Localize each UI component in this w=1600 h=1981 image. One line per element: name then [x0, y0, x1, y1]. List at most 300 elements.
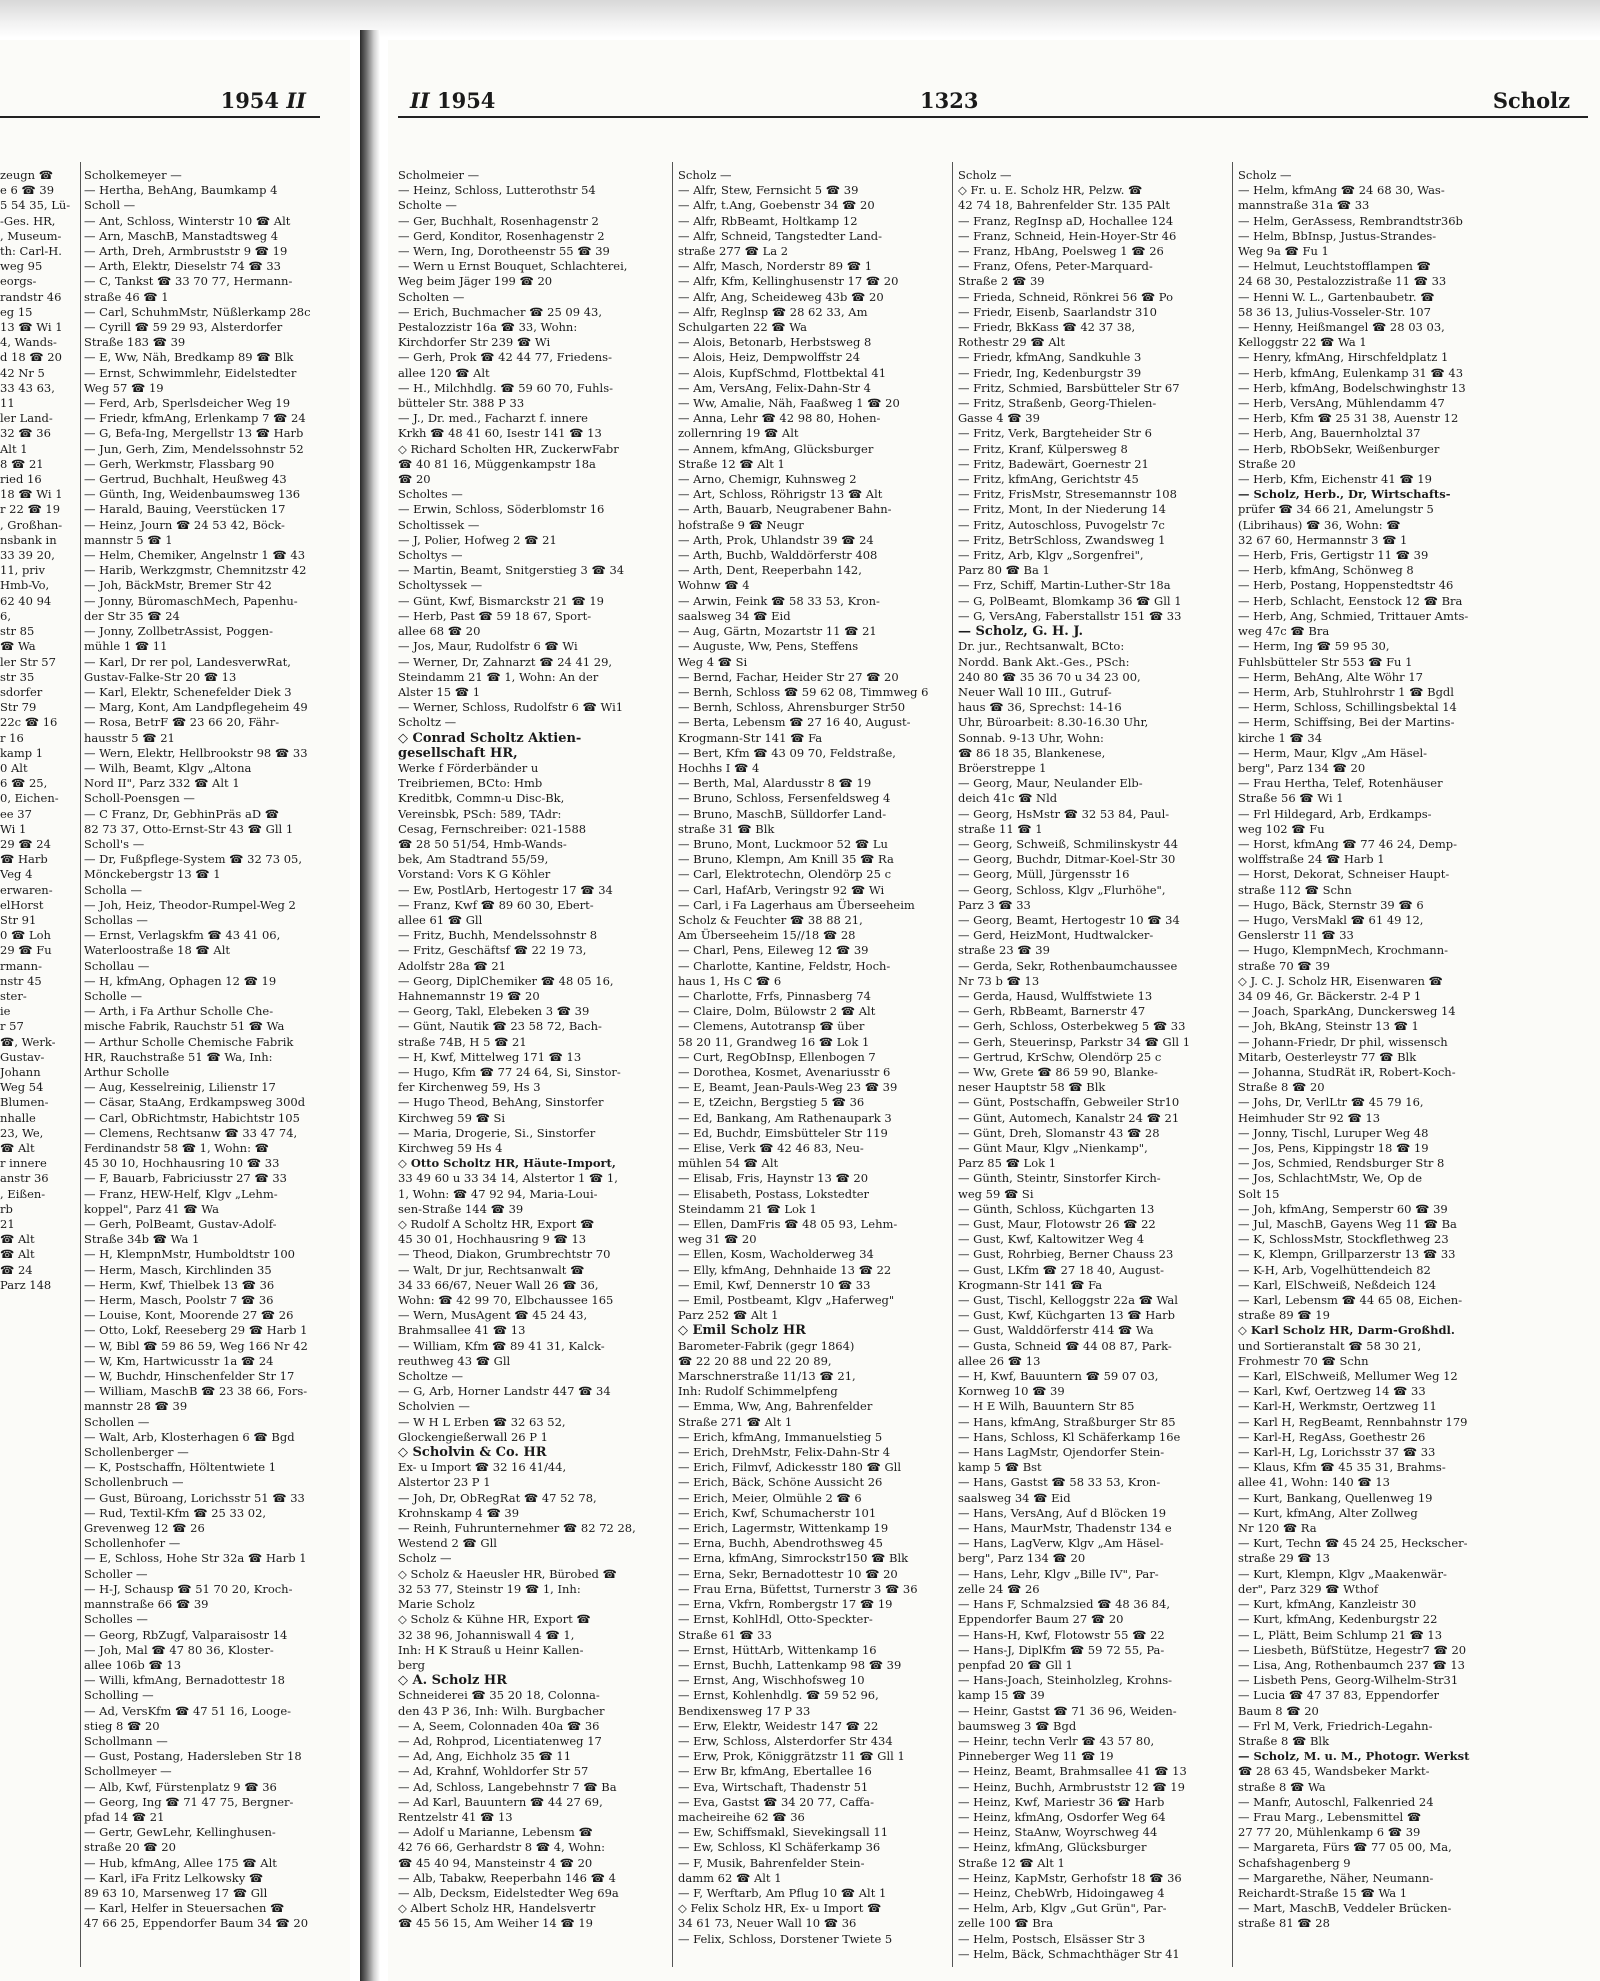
directory-line: Nr 73 b ☎ 13: [958, 973, 1040, 988]
directory-line: — Hans, kfmAng, Straßburger Str 85: [958, 1414, 1176, 1429]
directory-line: — Hugo, VersMakl ☎ 61 49 12,: [1238, 912, 1424, 927]
directory-line: ◇ Felix Scholz HR, Ex- u Import ☎: [678, 1901, 882, 1916]
directory-line: — Friedr, kfmAng, Erlenkamp 7 ☎ 24: [84, 411, 306, 426]
right-page: [388, 40, 1600, 1981]
surname-heading: Scholle —: [84, 988, 142, 1003]
directory-line: — Friedr, BkKass ☎ 42 37 38,: [958, 320, 1136, 335]
directory-line: Wohnw ☎ 4: [678, 578, 750, 593]
directory-line: allee 61 ☎ Gll: [398, 912, 483, 927]
directory-line: — Elise, Verk ☎ 42 46 83, Neu-: [678, 1141, 864, 1155]
directory-line: — Johanna, StudRät iR, Robert-Koch-: [1238, 1064, 1456, 1079]
directory-line: elHorst: [0, 897, 44, 912]
directory-line: — Ant, Schloss, Winterstr 10 ☎ Alt: [84, 213, 291, 228]
directory-line: — Helm, Bäck, Schmachthäger Str 41: [958, 1946, 1180, 1961]
directory-line: — Franz, HbAng, Poelsweg 1 ☎ 26: [958, 244, 1164, 259]
directory-line: — Martin, Beamt, Snitgerstieg 3 ☎ 34: [398, 563, 625, 578]
directory-line: Nordd. Bank Akt.-Ges., PSch:: [958, 654, 1130, 669]
directory-line: — Frau Hertha, Telef, Rotenhäuser: [1238, 776, 1443, 791]
directory-line: — Gust, Walddörferstr 414 ☎ Wa: [958, 1323, 1154, 1338]
directory-line: Vereinsbk, PSch: 589, TAdr:: [398, 806, 562, 821]
directory-line: mannstr 28 ☎ 39: [84, 1399, 188, 1414]
directory-line: — Gust, LKfm ☎ 27 18 40, August-: [958, 1262, 1165, 1277]
surname-heading: Scholz —: [398, 1551, 452, 1566]
directory-line: — Claire, Dolm, Bülowstr 2 ☎ Alt: [678, 1004, 876, 1019]
directory-line: Schafshagenberg 9: [1238, 1855, 1351, 1870]
right-column-3: [958, 168, 1226, 1968]
directory-line: — Gerda, Sekr, Rothenbaumchaussee: [958, 958, 1178, 973]
directory-line: — Jos, SchlachtMstr, We, Op de: [1238, 1171, 1423, 1186]
directory-line: Arthur Scholle: [84, 1064, 170, 1079]
directory-line: Inh: Rudolf Schimmelpfeng: [678, 1384, 838, 1399]
directory-line: — Georg, Takl, Elebeken 3 ☎ 39: [398, 1004, 590, 1019]
directory-line: — Horst, Dekorat, Schneiser Haupt-: [1238, 867, 1450, 882]
directory-line: — H, KlempnMstr, Humboldtstr 100: [84, 1247, 295, 1262]
directory-line: — Ww, Amalie, Näh, Faaßweg 1 ☎ 20: [678, 396, 900, 411]
directory-line: — Frl Hildegard, Arb, Erdkamps-: [1238, 806, 1432, 821]
directory-line: Marie Scholz: [398, 1597, 475, 1612]
directory-line: — Annem, kfmAng, Glücksburger: [678, 441, 874, 456]
directory-line: — Karl, Lebensm ☎ 44 65 08, Eichen-: [1238, 1293, 1463, 1308]
directory-line: Fuhlsbütteler Str 553 ☎ Fu 1: [1238, 654, 1413, 669]
directory-line: — Jun, Gerh, Zim, Mendelssohnstr 52: [84, 441, 304, 456]
directory-line: ◇ Conrad Scholtz Aktien-: [398, 730, 582, 746]
surname-heading: Scholtze —: [398, 1369, 463, 1384]
directory-line: — Elisab, Fris, Haynstr 13 ☎ 20: [678, 1171, 869, 1186]
directory-line: — Manfr, Autoschl, Falkenried 24: [1238, 1794, 1434, 1809]
directory-line: Hochhs I ☎ 4: [678, 760, 760, 775]
directory-line: 34 33 66/67, Neuer Wall 26 ☎ 36,: [398, 1277, 599, 1292]
directory-line: penpfad 20 ☎ Gll 1: [958, 1657, 1073, 1672]
directory-line: — Ed, Buchdr, Eimsbütteler Str 119: [678, 1125, 888, 1140]
surname-heading: Scholtys —: [398, 548, 463, 563]
directory-line: — Henry, kfmAng, Hirschfeldplatz 1: [1238, 350, 1449, 365]
directory-line: neser Hauptstr 58 ☎ Blk: [958, 1080, 1106, 1095]
directory-line: Gasse 4 ☎ 39: [958, 411, 1040, 426]
directory-line: — Karl, Elektr, Schenefelder Diek 3: [84, 684, 292, 699]
directory-line: — Hugo, Bäck, Sternstr 39 ☎ 6: [1238, 897, 1424, 912]
directory-line: weg 59 ☎ Si: [958, 1186, 1034, 1201]
directory-line: — Alfr, Stew, Fernsicht 5 ☎ 39: [678, 183, 859, 198]
directory-line: — Gertrud, KrSchw, Olendörp 25 c: [958, 1049, 1162, 1064]
directory-line: — Fritz, Badewärt, Goernestr 21: [958, 456, 1149, 471]
directory-line: 0 Alt: [0, 760, 28, 775]
directory-line: — Wilh, Beamt, Klgv „Altona: [84, 760, 252, 775]
directory-line: — Fritz, BetrSchloss, Zwandsweg 1: [958, 532, 1166, 547]
directory-line: (Librihaus) ☎ 36, Wohn: ☎: [1238, 517, 1401, 532]
directory-line: ☎ 28 63 45, Wandsbeker Markt-: [1238, 1764, 1430, 1779]
directory-line: — Gust, Büroang, Lorichsstr 51 ☎ 33: [84, 1490, 305, 1505]
directory-line: ☎ 86 18 35, Blankenese,: [958, 745, 1106, 760]
directory-line: 21: [0, 1217, 15, 1232]
directory-line: — Erich, Kwf, Schumacherstr 101: [678, 1505, 877, 1520]
directory-line: 47 66 25, Eppendorfer Baum 34 ☎ 20: [84, 1916, 309, 1931]
directory-line: — Georg, Buchdr, Ditmar-Koel-Str 30: [958, 852, 1176, 867]
directory-line: Pinneberger Weg 11 ☎ 19: [958, 1749, 1114, 1764]
directory-line: — Lucia ☎ 47 37 83, Eppendorfer: [1238, 1688, 1440, 1703]
directory-line: — Wern u Ernst Bouquet, Schlachterei,: [398, 259, 628, 274]
directory-line: — Jos, Schmied, Rendsburger Str 8: [1238, 1156, 1445, 1171]
directory-line: — Erich, Buchmacher ☎ 25 09 43,: [398, 304, 603, 319]
directory-line: pfad 14 ☎ 21: [84, 1809, 165, 1824]
directory-line: — Herb, RbObSekr, Weißenburger: [1238, 441, 1440, 456]
directory-line: — Alois, Betonarb, Herbstsweg 8: [678, 335, 872, 350]
surname-heading: Schollen —: [84, 1414, 150, 1429]
directory-line: — Georg, Ing ☎ 71 47 75, Bergner-: [84, 1794, 294, 1809]
directory-line: — Aug, Kesselreinig, Lilienstr 17: [84, 1080, 276, 1095]
directory-line: — Georg, DiplChemiker ☎ 48 05 16,: [398, 973, 614, 988]
directory-line: — J, Polier, Hofweg 2 ☎ 21: [398, 532, 557, 547]
directory-line: ler Land-: [0, 411, 53, 426]
directory-line: str 85: [0, 624, 35, 639]
directory-line: — Ad, Rohprod, Licentiatenweg 17: [398, 1733, 602, 1748]
directory-line: 29 ☎ 24: [0, 836, 51, 851]
directory-line: — Herb, kfmAng, Schönweg 8: [1238, 563, 1414, 578]
surname-heading: Scholz —: [1238, 168, 1292, 182]
directory-line: — Fritz, Verk, Bargteheider Str 6: [958, 426, 1152, 441]
directory-line: — Wern, Ing, Dorotheenstr 55 ☎ 39: [398, 244, 610, 259]
right-column-4: [1238, 168, 1538, 1968]
directory-line: Schneiderei ☎ 35 20 18, Colonna-: [398, 1688, 600, 1703]
directory-line: — Scholz, M. u. M., Photogr. Werkst: [1238, 1749, 1470, 1764]
directory-line: — Kurt, kfmAng, Kedenburgstr 22: [1238, 1612, 1438, 1627]
directory-line: straße 31 ☎ Blk: [678, 821, 775, 836]
directory-line: ◇ J. C. J. Scholz HR, Eisenwaren ☎: [1238, 973, 1443, 988]
directory-line: ◇ Fr. u. E. Scholz HR, Pelzw. ☎: [958, 183, 1143, 198]
directory-line: — Arwin, Feink ☎ 58 33 53, Kron-: [678, 593, 880, 608]
directory-line: Eppendorfer Baum 27 ☎ 20: [958, 1612, 1124, 1627]
directory-line: — Herb, Fris, Gertigstr 11 ☎ 39: [1238, 548, 1429, 563]
directory-line: — Erich, Lagermstr, Wittenkamp 19: [678, 1521, 889, 1536]
directory-line: berg", Parz 134 ☎ 20: [958, 1551, 1086, 1566]
directory-line: Straße 20: [1238, 456, 1296, 471]
directory-line: — Frl M, Verk, Friedrich-Legahn-: [1238, 1718, 1433, 1733]
surname-heading: Schollmeyer —: [84, 1764, 172, 1779]
directory-line: — Jos, Maur, Rudolfstr 6 ☎ Wi: [398, 639, 578, 654]
left-page-numeral: II: [286, 88, 306, 113]
directory-line: — Arth, Prok, Uhlandstr 39 ☎ 24: [678, 532, 874, 547]
directory-line: — H, Kwf, Mittelweg 171 ☎ 13: [398, 1049, 582, 1064]
directory-line: ler Str 57: [0, 654, 56, 669]
directory-line: Heimhuder Str 92 ☎ 13: [1238, 1110, 1381, 1125]
directory-line: 32 67 60, Hermannstr 3 ☎ 1: [1238, 532, 1408, 547]
directory-line: ee 37: [0, 806, 32, 821]
directory-line: — Willi, kfmAng, Bernadottestr 18: [84, 1673, 285, 1688]
directory-line: 5 54 35, Lü-: [0, 198, 71, 213]
directory-line: — Gust, Postang, Hadersleben Str 18: [84, 1749, 302, 1764]
directory-line: — Karl, ElSchweiß, Mellumer Weg 12: [1238, 1369, 1458, 1384]
directory-line: — Walt, Arb, Klosterhagen 6 ☎ Bgd: [84, 1429, 295, 1444]
directory-line: Kirchweg 59 ☎ Si: [398, 1110, 506, 1125]
directory-line: Baum 8 ☎ 20: [1238, 1703, 1319, 1718]
right-column-2: [678, 168, 946, 1968]
directory-line: — Gerd, HeizMont, Hudtwalcker-: [958, 928, 1154, 943]
directory-line: — K, Klempn, Grillparzerstr 13 ☎ 33: [1238, 1247, 1456, 1262]
directory-line: -Ges. HR,: [0, 213, 56, 228]
directory-line: — W H L Erben ☎ 32 63 52,: [398, 1414, 566, 1429]
directory-line: — Günt, Dreh, Slomanstr 43 ☎ 28: [958, 1125, 1160, 1140]
directory-line: — Ed, Bankang, Am Rathenaupark 3: [678, 1110, 892, 1125]
directory-line: 34 09 46, Gr. Bäckerstr. 2-4 P 1: [1238, 988, 1422, 1003]
directory-line: — Helm, GerAssess, Rembrandtstr36b: [1238, 213, 1463, 228]
directory-line: — Elisabeth, Postass, Lokstedter: [678, 1186, 870, 1201]
directory-line: — Ww, Grete ☎ 86 59 90, Blanke-: [958, 1064, 1158, 1079]
directory-line: — G, VersAng, Faberstallstr 151 ☎ 33: [958, 608, 1182, 623]
directory-line: — Jonny, BüromaschMech, Papenhu-: [84, 593, 298, 608]
directory-line: hausstr 5 ☎ 21: [84, 730, 175, 745]
directory-line: — Herm, Arb, Stuhlrohrstr 1 ☎ Bgdl: [1238, 684, 1454, 699]
directory-line: Weg 57 ☎ 19: [84, 380, 164, 395]
directory-line: — Gerh, RbBeamt, Barnerstr 47: [958, 1004, 1146, 1019]
directory-line: baumsweg 3 ☎ Bgd: [958, 1718, 1077, 1733]
directory-line: — Alfr, Schneid, Tangstedter Land-: [678, 228, 883, 243]
directory-line: — Heinz, KapMstr, Gerhofstr 18 ☎ 36: [958, 1870, 1182, 1885]
surname-heading: Scholler —: [84, 1566, 148, 1581]
directory-line: — Johs, Dr, VerlLtr ☎ 45 79 16,: [1238, 1095, 1424, 1110]
directory-line: — Fritz, Arb, Klgv „Sorgenfrei",: [958, 548, 1144, 563]
directory-line: Scholz & Feuchter ☎ 38 88 21,: [678, 912, 863, 927]
directory-line: hofstraße 9 ☎ Neugr: [678, 517, 804, 532]
surname-heading: Scholl's —: [84, 836, 145, 851]
directory-line: — Georg, Schloss, Klgv „Flurhöhe",: [958, 882, 1166, 897]
directory-line: — Ellen, Kosm, Wacholderweg 34: [678, 1247, 874, 1262]
directory-line: Mönckebergstr 13 ☎ 1: [84, 867, 221, 882]
directory-line: Kelloggstr 22 ☎ Wa 1: [1238, 335, 1367, 350]
directory-line: — Erna, Vkfrn, Rombergstr 17 ☎ 19: [678, 1597, 893, 1612]
directory-line: straße 29 ☎ 13: [1238, 1551, 1330, 1566]
directory-line: — Emma, Ww, Ang, Bahrenfelder: [678, 1399, 873, 1414]
directory-line: — Hans, Schloss, Kl Schäferkamp 16e: [958, 1429, 1181, 1444]
directory-line: Blumen-: [0, 1095, 49, 1110]
directory-line: — Franz, HEW-Helf, Klgv „Lehm-: [84, 1186, 278, 1201]
directory-line: — Günt, Automech, Kanalstr 24 ☎ 21: [958, 1110, 1180, 1125]
directory-line: — Alb, Kwf, Fürstenplatz 9 ☎ 36: [84, 1779, 277, 1794]
directory-line: — Herm, Kwf, Thielbek 13 ☎ 36: [84, 1277, 275, 1292]
directory-line: — Joh, kfmAng, Semperstr 60 ☎ 39: [1238, 1201, 1448, 1216]
directory-line: Glockengießerwall 26 P 1: [398, 1429, 548, 1444]
directory-line: deich 41c ☎ Nld: [958, 791, 1058, 806]
directory-line: Hahnemannstr 19 ☎ 20: [398, 988, 540, 1003]
directory-line: Kornweg 10 ☎ 39: [958, 1384, 1065, 1399]
directory-line: 4, Wands-: [0, 335, 57, 350]
directory-line: — Gust, Tischl, Kelloggstr 22a ☎ Wal: [958, 1293, 1178, 1308]
directory-line: anstr 36: [0, 1171, 49, 1186]
directory-line: — Curt, RegObInsp, Ellenbogen 7: [678, 1049, 876, 1064]
directory-line: ☎ 45 40 94, Mansteinstr 4 ☎ 20: [398, 1855, 593, 1870]
directory-line: 33 49 60 u 33 34 14, Alstertor 1 ☎ 1,: [398, 1171, 618, 1186]
directory-line: — Charlotte, Kantine, Feldstr, Hoch-: [678, 958, 891, 973]
directory-line: — F, Bauarb, Fabriciusstr 27 ☎ 33: [84, 1171, 287, 1186]
directory-line: Rentzelstr 41 ☎ 13: [398, 1809, 513, 1824]
directory-line: den 43 P 36, Inh: Wilh. Burgbacher: [398, 1703, 605, 1718]
directory-line: mannstr 5 ☎ 1: [84, 532, 173, 547]
directory-line: — E, Schloss, Hohe Str 32a ☎ Harb 1: [84, 1551, 307, 1566]
scan-edge: [0, 0, 1600, 38]
directory-line: ster-: [0, 988, 27, 1003]
directory-line: — Carl, HafArb, Veringstr 92 ☎ Wi: [678, 882, 885, 897]
directory-line: — Jonny, Tischl, Luruper Weg 48: [1238, 1125, 1429, 1140]
directory-line: — Erich, kfmAng, Immanuelstieg 5: [678, 1429, 883, 1444]
directory-line: 240 80 ☎ 35 36 70 u 34 23 00,: [958, 669, 1141, 684]
directory-line: — Werner, Schloss, Rudolfstr 6 ☎ Wi1: [398, 700, 624, 715]
directory-line: — Mart, MaschB, Veddeler Brücken-: [1238, 1901, 1452, 1916]
directory-line: — Ad Karl, Bauuntern ☎ 44 27 69,: [398, 1794, 603, 1809]
directory-line: — Helm, Arb, Klgv „Gut Grün", Par-: [958, 1901, 1167, 1916]
directory-line: ☎ Alt: [0, 1141, 35, 1155]
directory-line: 32 ☎ 36: [0, 426, 51, 441]
directory-line: — E, Ww, Näh, Bredkamp 89 ☎ Blk: [84, 350, 294, 365]
directory-line: Frohmestr 70 ☎ Schn: [1238, 1353, 1369, 1368]
directory-line: — Bruno, MaschB, Sülldorfer Land-: [678, 806, 887, 821]
directory-line: Uhr, Büroarbeit: 8.30-16.30 Uhr,: [958, 715, 1149, 730]
directory-line: — Hans LagMstr, Ojendorfer Stein-: [958, 1445, 1165, 1460]
directory-line: — Maria, Drogerie, Si., Sinstorfer: [398, 1125, 596, 1140]
directory-line: — Kurt, Techn ☎ 45 24 25, Heckscher-: [1238, 1536, 1468, 1551]
directory-line: — Carl, SchuhmMstr, Nüßlerkamp 28c: [84, 304, 311, 319]
directory-line: nstr 45: [0, 973, 42, 988]
directory-line: — W, Buchdr, Hinschenfelder Str 17: [84, 1369, 295, 1384]
directory-line: — Alois, KupfSchmd, Flottbektal 41: [678, 365, 887, 380]
directory-line: — Ernst, Schwimmlehr, Eidelstedter: [84, 365, 297, 380]
directory-line: — Heinz, ChebWrb, Hidoingaweg 4: [958, 1885, 1165, 1900]
directory-line: — Erna, Sekr, Bernadottestr 10 ☎ 20: [678, 1566, 898, 1581]
directory-line: ☎ Alt: [0, 1232, 35, 1247]
directory-line: Straße 12 ☎ Alt 1: [958, 1855, 1065, 1870]
directory-line: Am Überseeheim 15//18 ☎ 28: [678, 928, 856, 943]
directory-line: — Alb, Tabakw, Reeperbahn 146 ☎ 4: [398, 1870, 616, 1885]
directory-line: — Hans, LagVerw, Klgv „Am Häsel-: [958, 1536, 1164, 1551]
directory-line: berg: [398, 1657, 426, 1672]
directory-line: — Arth, Buchb, Walddörferstr 408: [678, 548, 878, 563]
directory-line: — Hugo, KlempnMech, Krochmann-: [1238, 943, 1448, 958]
directory-line: — Friedr, kfmAng, Sandkuhle 3: [958, 350, 1142, 365]
directory-line: Parz 148: [0, 1277, 52, 1292]
directory-line: weg 102 ☎ Fu: [1238, 821, 1325, 836]
directory-line: 62 40 94: [0, 593, 52, 608]
directory-line: — Herm, Ing ☎ 59 95 30,: [1238, 639, 1390, 654]
directory-line: 11, priv: [0, 563, 45, 578]
directory-line: ☎ Wa: [0, 639, 36, 654]
directory-line: — Walt, Dr jur, Rechtsanwalt ☎: [398, 1262, 585, 1277]
directory-line: haus 1, Hs C ☎ 6: [678, 973, 782, 988]
directory-line: — Erich, Filmvf, Adickesstr 180 ☎ Gll: [678, 1460, 902, 1475]
directory-line: — W, Km, Hartwicusstr 1a ☎ 24: [84, 1353, 274, 1368]
directory-line: — H., Milchhdlg. ☎ 59 60 70, Fuhls-: [398, 380, 614, 395]
directory-line: — Herb, Schlacht, Eenstock 12 ☎ Bra: [1238, 593, 1463, 608]
directory-line: — Ger, Buchhalt, Rosenhagenstr 2: [398, 213, 599, 228]
directory-line: — Herb, kfmAng, Eulenkamp 31 ☎ 43: [1238, 365, 1464, 380]
surname-heading: Schollenhofer —: [84, 1536, 181, 1551]
directory-line: straße 89 ☎ 19: [1238, 1308, 1330, 1323]
directory-line: Straße 12 ☎ Alt 1: [678, 456, 785, 471]
directory-line: — Alb, Decksm, Eidelstedter Weg 69a: [398, 1885, 619, 1900]
directory-line: — Bert, Kfm ☎ 43 09 70, Feldstraße,: [678, 745, 896, 760]
directory-line: Sonnab. 9-13 Uhr, Wohn:: [958, 730, 1104, 745]
directory-line: — Henny, Heißmangel ☎ 28 03 03,: [1238, 320, 1445, 335]
directory-line: allee 120 ☎ Alt: [398, 365, 490, 380]
directory-line: 6,: [0, 608, 11, 623]
directory-line: sdorfer: [0, 684, 43, 699]
directory-line: 58 36 13, Julius-Vosseler-Str. 107: [1238, 304, 1431, 319]
directory-line: Waterloostraße 18 ☎ Alt: [84, 943, 231, 958]
directory-line: ◇ Emil Scholz HR: [678, 1323, 806, 1339]
directory-line: zelle 24 ☎ 26: [958, 1581, 1040, 1596]
directory-line: — Fritz, Autoschloss, Puvogelstr 7c: [958, 517, 1165, 532]
directory-line: allee 68 ☎ 20: [398, 624, 481, 639]
directory-line: — Dr, Fußpflege-System ☎ 32 73 05,: [84, 852, 302, 867]
directory-line: ☎ 22 20 88 und 22 20 89,: [678, 1353, 832, 1368]
directory-line: — Kurt, Bankang, Quellenweg 19: [1238, 1490, 1433, 1505]
directory-line: — Heinz, Beamt, Brahmsallee 41 ☎ 13: [958, 1764, 1187, 1779]
directory-line: 23, We,: [0, 1125, 44, 1140]
directory-line: ☎ 20: [398, 472, 431, 487]
directory-line: — Georg, Müll, Jürgensstr 16: [958, 867, 1130, 882]
directory-line: — Herm, Schiffsing, Bei der Martins-: [1238, 715, 1455, 730]
directory-line: — Joh, BkAng, Steinstr 13 ☎ 1: [1238, 1019, 1419, 1034]
directory-line: — Karl-H, Werkmstr, Oertzweg 11: [1238, 1399, 1437, 1414]
directory-line: — Gust, Kwf, Küchgarten 13 ☎ Harb: [958, 1308, 1175, 1323]
directory-line: Adolfstr 28a ☎ 21: [398, 958, 506, 973]
directory-line: — Alfr, Reglnsp ☎ 28 62 33, Am: [678, 304, 868, 319]
directory-line: r 22 ☎ 19: [0, 502, 61, 517]
directory-line: Nord II", Parz 332 ☎ Alt 1: [84, 776, 240, 791]
directory-line: — Erich, DrehMstr, Felix-Dahn-Str 4: [678, 1445, 891, 1460]
directory-line: — Erw Br, kfmAng, Ebertallee 16: [678, 1764, 872, 1779]
surname-heading: Scholkemeyer —: [84, 168, 182, 182]
directory-line: zelle 100 ☎ Bra: [958, 1916, 1054, 1931]
directory-line: Westend 2 ☎ Gll: [398, 1536, 497, 1551]
directory-line: Vorstand: Vors K G Köhler: [398, 867, 551, 882]
directory-line: — H, kfmAng, Ophagen 12 ☎ 19: [84, 973, 277, 988]
directory-line: — Friedr, Eisenb, Saarlandstr 310: [958, 304, 1157, 319]
directory-line: 32 53 77, Steinstr 19 ☎ 1, Inh:: [398, 1581, 581, 1596]
directory-line: straße 46 ☎ 1: [84, 289, 169, 304]
directory-line: mannstraße 66 ☎ 39: [84, 1597, 209, 1612]
directory-line: — Georg, RbZugf, Valparaisostr 14: [84, 1627, 288, 1642]
surname-heading: Scholtissek —: [398, 517, 480, 532]
directory-line: — Bernh, Schloss ☎ 59 62 08, Timmweg 6: [678, 684, 929, 699]
surname-heading: Scholz —: [958, 168, 1012, 182]
directory-line: — Günt Maur, Klgv „Nienkamp",: [958, 1141, 1148, 1155]
right-page-numeral: II: [410, 88, 430, 113]
directory-line: — Bernd, Fachar, Heider Str 27 ☎ 20: [678, 669, 899, 684]
directory-line: Genslerstr 11 ☎ 33: [1238, 928, 1354, 943]
directory-line: kirche 1 ☎ 34: [1238, 730, 1323, 745]
directory-line: ◇ Rudolf A Scholtz HR, Export ☎: [398, 1217, 595, 1232]
directory-line: — Günt, Kwf, Bismarckstr 21 ☎ 19: [398, 593, 604, 608]
directory-line: Parz 80 ☎ Ba 1: [958, 563, 1050, 578]
directory-line: Marschnerstraße 11/13 ☎ 21,: [678, 1369, 856, 1384]
directory-line: — Erna, Buchh, Abendrothsweg 45: [678, 1536, 883, 1551]
directory-line: r 57: [0, 1019, 24, 1034]
directory-line: Kirchdorfer Str 239 ☎ Wi: [398, 335, 551, 350]
right-page-year-label: [410, 88, 495, 113]
directory-line: — Herb, Ang, Bauernholztal 37: [1238, 426, 1421, 441]
directory-line: 27 77 20, Mühlenkamp 6 ☎ 39: [1238, 1825, 1421, 1840]
directory-line: — Ew, Schiffsmakl, Sievekingsall 11: [678, 1825, 889, 1840]
directory-line: bütteler Str. 388 P 33: [398, 396, 525, 411]
directory-line: sen-Straße 144 ☎ 39: [398, 1201, 524, 1216]
directory-line: rb: [0, 1201, 13, 1216]
directory-line: Str 79: [0, 700, 37, 715]
directory-line: — Eva, Wirtschaft, Thadenstr 51: [678, 1779, 869, 1794]
surname-heading: Scholl —: [84, 198, 136, 213]
directory-line: — Heinz, Kwf, Mariestr 36 ☎ Harb: [958, 1794, 1165, 1809]
directory-line: — Jos, Pens, Kippingstr 18 ☎ 19: [1238, 1141, 1429, 1155]
left-header-rule: [0, 116, 320, 118]
directory-line: — Günth, Steintr, Sinstorfer Kirch-: [958, 1171, 1161, 1186]
directory-line: — Harald, Bauing, Veerstücken 17: [84, 502, 286, 517]
directory-line: — Scholz, G. H. J.: [958, 624, 1084, 640]
